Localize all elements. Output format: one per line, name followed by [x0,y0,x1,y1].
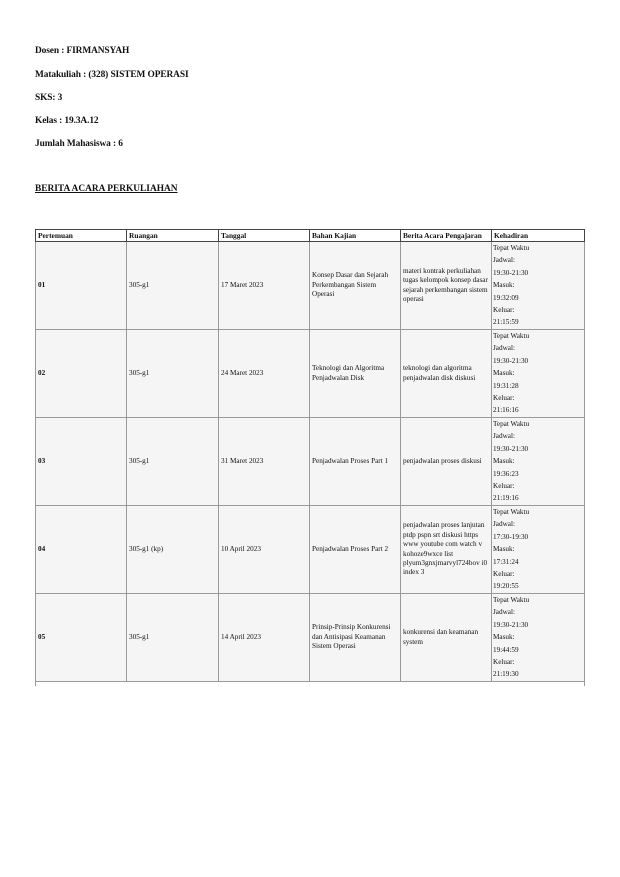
kehadiran-jadwal-value: 19:30-21:30 [493,620,529,629]
kehadiran-keluar-value: 21:19:16 [493,494,519,503]
kehadiran-jadwal-value: 17:30-19:30 [493,532,529,541]
kehadiran-jadwal-label: Jadwal: [493,256,515,265]
kehadiran-masuk-label: Masuk: [493,633,515,642]
kehadiran-keluar-label: Keluar: [493,570,515,579]
kehadiran-keluar-label: Keluar: [493,658,515,667]
kehadiran-jadwal-label: Jadwal: [493,432,515,441]
kehadiran-status: Tepat Waktu [493,596,530,604]
kehadiran-keluar-value: 21:15:59 [493,318,519,327]
jumlah-mahasiswa-label: Jumlah Mahasiswa : 6 [35,139,123,149]
table-row [36,242,585,330]
col-header-bahan-kajian: Bahan Kajian [310,230,401,242]
cell-berita-acara: teknologi dan algoritma penjadwalan disk diskusi [401,330,492,418]
cell-pertemuan: 05 [36,594,127,682]
cell-pertemuan: 02 [36,330,127,418]
cell-ruangan: 305-g1 [127,242,219,330]
kehadiran-keluar-label: Keluar: [493,482,515,491]
cell-ruangan: 305-g1 [127,330,219,418]
col-header-pertemuan: Pertemuan [36,230,127,242]
cell-bahan-kajian: Teknologi dan Algoritma Penjadwalan Disk [310,330,401,418]
kehadiran-jadwal-label: Jadwal: [493,344,515,353]
table-continuation-row [36,682,585,687]
kehadiran-keluar-value: 21:16:16 [493,406,519,415]
cell-berita-acara: penjadwalan proses diskusi [401,418,492,506]
cell-kehadiran [492,242,585,330]
kehadiran-masuk-label: Masuk: [493,457,515,466]
kehadiran-status: Tepat Waktu [493,244,530,252]
kehadiran-masuk-label: Masuk: [493,545,515,554]
kehadiran-jadwal-label: Jadwal: [493,520,515,529]
cell-ruangan: 305-g1 [127,418,219,506]
table-header-row [36,230,585,242]
cell-bahan-kajian: Penjadwalan Proses Part 2 [310,506,401,594]
cell-kehadiran [492,330,585,418]
cell-tanggal: 10 April 2023 [219,506,310,594]
kehadiran-status: Tepat Waktu [493,420,530,428]
kehadiran-keluar-label: Keluar: [493,306,515,315]
kehadiran-masuk-label: Masuk: [493,369,515,378]
matakuliah-label: Matakuliah : (328) SISTEM OPERASI [35,70,189,80]
kehadiran-masuk-value: 19:44:59 [493,645,519,654]
cell-kehadiran [492,594,585,682]
table-row [36,330,585,418]
table-continuation [36,682,585,687]
kehadiran-jadwal-label: Jadwal: [493,608,515,617]
cell-ruangan: 305-g1 [127,594,219,682]
kehadiran-jadwal-value: 19:30-21:30 [493,356,529,365]
cell-pertemuan: 04 [36,506,127,594]
kehadiran-masuk-value: 17:31:24 [493,557,519,566]
col-header-ruangan: Ruangan [127,230,219,242]
cell-pertemuan: 01 [36,242,127,330]
cell-berita-acara: materi kontrak perkuliahan tugas kelompok konsep dasar sejarah perkembangan sistem operasi [401,242,492,330]
cell-tanggal: 17 Maret 2023 [219,242,310,330]
kehadiran-status: Tepat Waktu [493,332,530,340]
table-row [36,506,585,594]
cell-berita-acara: konkurensi dan keamanan system [401,594,492,682]
kehadiran-masuk-value: 19:36:23 [493,469,519,478]
cell-bahan-kajian: Penjadwalan Proses Part 1 [310,418,401,506]
kehadiran-masuk-value: 19:32:09 [493,293,519,302]
kehadiran-masuk-value: 19:31:28 [493,381,519,390]
cell-tanggal: 24 Maret 2023 [219,330,310,418]
cell-ruangan: 305-g1 (kp) [127,506,219,594]
col-header-tanggal: Tanggal [219,230,310,242]
cell-tanggal: 31 Maret 2023 [219,418,310,506]
col-header-kehadiran: Kehadiran [492,230,585,242]
table-row [36,418,585,506]
cell-kehadiran [492,506,585,594]
cell-tanggal: 14 April 2023 [219,594,310,682]
kehadiran-masuk-label: Masuk: [493,281,515,290]
kehadiran-status: Tepat Waktu [493,508,530,516]
sks-label: SKS: 3 [35,93,63,103]
page-title: BERITA ACARA PERKULIAHAN [35,184,178,194]
table-row [36,594,585,682]
cell-pertemuan: 03 [36,418,127,506]
kehadiran-keluar-value: 19:20:55 [493,582,519,591]
berita-acara-table [35,229,585,686]
col-header-berita-acara: Berita Acara Pengajaran [401,230,492,242]
kelas-label: Kelas : 19.3A.12 [35,116,99,126]
cell-bahan-kajian: Konsep Dasar dan Sejarah Perkembangan Sistem Operasi [310,242,401,330]
kehadiran-keluar-label: Keluar: [493,394,515,403]
cell-berita-acara: penjadwalan proses lanjutan ptdp pspn srt diskusi https www youtube com watch v kohoze9wxce list plyum3gnxjmarvyl724bov i0 index 3 [401,506,492,594]
kehadiran-jadwal-value: 19:30-21:30 [493,268,529,277]
cell-kehadiran [492,418,585,506]
kehadiran-jadwal-value: 19:30-21:30 [493,444,529,453]
kehadiran-keluar-value: 21:19:30 [493,670,519,679]
cell-bahan-kajian: Prinsip-Prinsip Konkurensi dan Antisipasi Keamanan Sistem Operasi [310,594,401,682]
dosen-label: Dosen : FIRMANSYAH [35,46,130,56]
